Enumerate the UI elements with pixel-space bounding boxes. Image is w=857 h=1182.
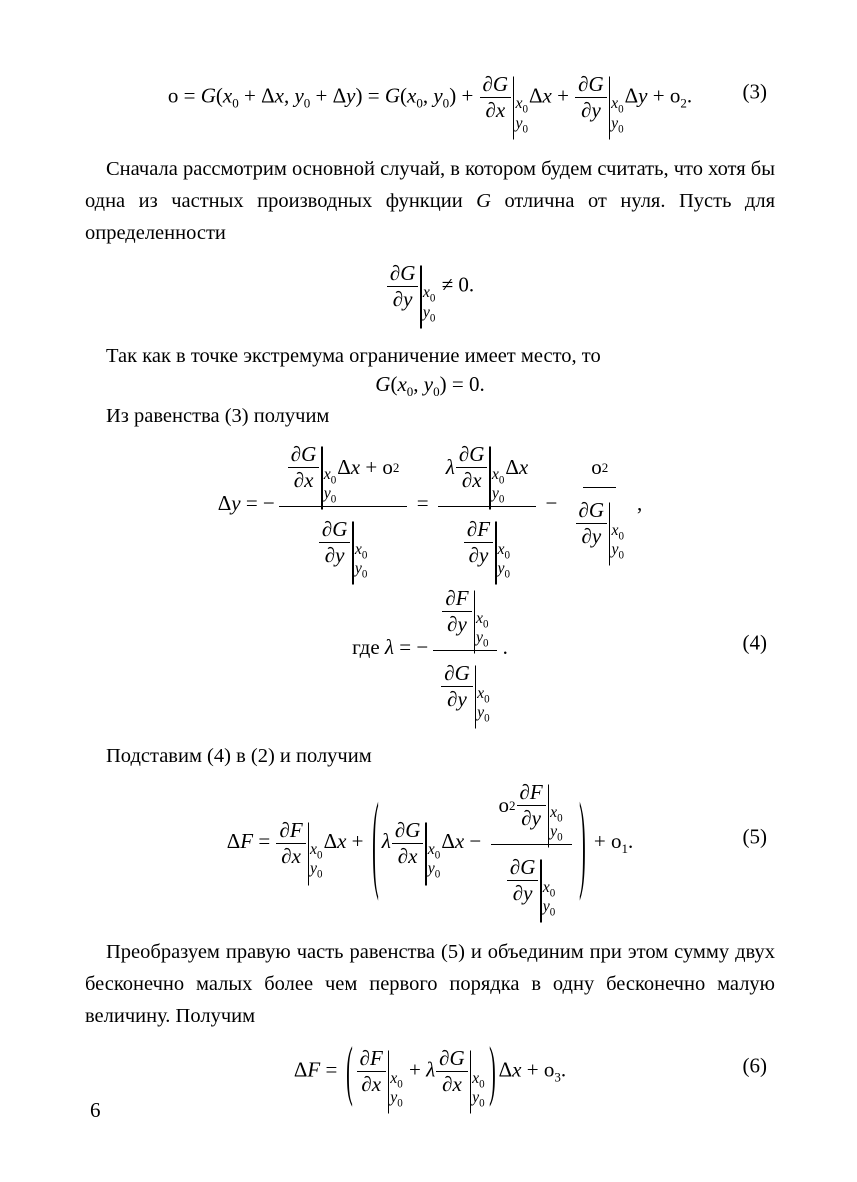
sub-0: 0 xyxy=(484,711,490,724)
numerator: ∂F xyxy=(464,518,493,543)
numerator: ∂G xyxy=(576,499,608,524)
delta: Δ xyxy=(441,829,455,854)
delta: Δ xyxy=(217,491,232,516)
equation-5 xyxy=(85,774,775,918)
numerator xyxy=(438,436,536,507)
eval-y0: $y_0$ xyxy=(491,484,505,505)
sub-0: 0 xyxy=(618,103,624,116)
comma: , xyxy=(636,491,643,516)
evaluated-at-bar xyxy=(420,266,421,329)
var-F: F xyxy=(307,1057,321,1082)
var-x: x xyxy=(350,455,361,480)
paren: ( xyxy=(400,83,407,108)
numerator: ∂G xyxy=(575,73,607,98)
numerator: ∂F xyxy=(442,587,471,612)
equation-6 xyxy=(85,1031,775,1109)
eval-point-subscripts xyxy=(310,842,323,880)
eval-point-subscripts xyxy=(390,1071,403,1109)
var-G: G xyxy=(375,372,391,396)
eval-y0: $y_0$ xyxy=(354,559,368,580)
period: . xyxy=(560,1057,567,1082)
var-x: x xyxy=(454,829,465,854)
partial-G-y-eval xyxy=(507,849,556,918)
little-o: o xyxy=(591,455,602,480)
eval-point-subscripts xyxy=(355,542,368,580)
eval-y0: $y_0$ xyxy=(422,303,436,324)
numerator: ∂G xyxy=(319,518,351,543)
partial-F-y-eval xyxy=(464,511,511,580)
little-o: o xyxy=(669,83,681,108)
sub-0: 0 xyxy=(618,548,624,561)
sub-0: 0 xyxy=(416,95,423,111)
evaluated-at-bar xyxy=(548,785,549,848)
delta: Δ xyxy=(337,455,351,480)
equation-4 xyxy=(85,580,775,724)
page-number: 6 xyxy=(90,1098,101,1122)
eval-y0: $y_0$ xyxy=(390,1088,403,1109)
paragraph-5-text: Преобразуем правую часть равенства (5) и объединим при этом сумму двух бесконечно малых более чем первого порядка в одну бесконечно малую величину. Получим xyxy=(85,941,775,1028)
denominator: ∂y xyxy=(581,524,602,549)
fraction xyxy=(436,1047,468,1096)
eval-y0: $y_0$ xyxy=(611,114,624,135)
partial-F-y-eval xyxy=(517,774,563,843)
paragraph-2-text: Так как в точке экстремума ограничение имеет место, то xyxy=(106,345,601,367)
sub-0: 0 xyxy=(434,849,441,862)
denominator: ∂x xyxy=(461,468,482,493)
big-fraction-2 xyxy=(438,436,536,580)
partial-G-y-eval xyxy=(575,66,624,135)
var-y: y xyxy=(346,83,356,108)
fraction xyxy=(507,856,539,905)
sub-0: 0 xyxy=(557,830,563,843)
evaluated-at-bar xyxy=(475,666,476,729)
fraction xyxy=(442,587,471,636)
fraction xyxy=(480,73,512,122)
little-o: o xyxy=(167,83,179,108)
minus: − xyxy=(464,829,487,854)
sub-1: 1 xyxy=(621,841,628,857)
eval-y0: $y_0$ xyxy=(427,860,441,881)
numerator: ∂G xyxy=(507,856,539,881)
denominator: ∂y xyxy=(581,98,601,122)
eval-point-subscripts xyxy=(428,842,441,880)
eval-x0: $x_0$ xyxy=(550,803,563,824)
delta: Δ xyxy=(323,829,338,854)
var-x: x xyxy=(222,83,233,108)
eval-point-subscripts xyxy=(476,611,489,649)
sub-0: 0 xyxy=(330,492,337,505)
fraction xyxy=(464,518,493,567)
evaluated-at-bar xyxy=(388,1051,389,1114)
sub-0: 0 xyxy=(434,868,441,881)
sub-0: 0 xyxy=(429,311,436,324)
little-o: o xyxy=(382,455,393,480)
evaluated-at-bar xyxy=(609,503,610,566)
little-o: o xyxy=(610,829,622,854)
equation-number-4: (4) xyxy=(742,630,767,655)
eval-x0: $x_0$ xyxy=(542,878,556,899)
var-x: x xyxy=(274,83,284,108)
eval-point-subscripts xyxy=(498,542,511,580)
denominator: ∂y xyxy=(447,612,467,637)
evaluated-at-bar xyxy=(425,822,426,885)
sub-0: 0 xyxy=(433,384,440,400)
right-paren-tall: ) xyxy=(578,778,586,904)
eval-y0: $y_0$ xyxy=(550,822,563,843)
sub-0: 0 xyxy=(557,811,563,824)
equals: = xyxy=(362,83,385,108)
sub-0: 0 xyxy=(232,95,239,111)
sub-0: 0 xyxy=(504,548,511,561)
remainder-fraction xyxy=(491,774,572,918)
denominator xyxy=(310,507,376,580)
paren: ( xyxy=(215,83,223,108)
partial-G-x-eval xyxy=(392,812,441,881)
numerator xyxy=(583,455,616,488)
sub-3: 3 xyxy=(554,1069,561,1085)
numerator: ∂G xyxy=(480,73,512,98)
partial-G-x-eval xyxy=(436,1040,485,1109)
fraction xyxy=(288,443,320,492)
eval-x0: $x_0$ xyxy=(427,841,441,862)
lambda: λ xyxy=(384,635,395,660)
minus: − xyxy=(540,491,563,516)
sub-2: 2 xyxy=(680,95,687,111)
denominator: ∂x xyxy=(442,1072,462,1097)
comma: , xyxy=(413,372,424,396)
partial-F-y-eval xyxy=(442,580,489,649)
denominator: ∂y xyxy=(512,881,533,906)
eval-x0: $x_0$ xyxy=(422,284,436,305)
eval-x0: $x_0$ xyxy=(310,841,323,862)
equation-number-6: (6) xyxy=(742,1053,767,1078)
eval-y0: $y_0$ xyxy=(323,484,337,505)
eval-y0: $y_0$ xyxy=(611,540,624,561)
equation-number-3: (3) xyxy=(742,79,767,103)
plus: + xyxy=(238,83,262,108)
numerator: ∂F xyxy=(276,819,305,844)
equation-constraint xyxy=(85,372,775,398)
evaluated-at-bar xyxy=(308,822,309,885)
var-x: x xyxy=(542,83,552,108)
sub-0: 0 xyxy=(484,692,490,705)
eval-point-subscripts xyxy=(423,285,436,323)
plus: + xyxy=(647,83,670,108)
sub-2: 2 xyxy=(601,460,609,476)
fraction xyxy=(357,1047,386,1096)
eval-point-subscripts xyxy=(472,1071,485,1109)
sub-0: 0 xyxy=(397,1077,403,1090)
paragraph-1-text: отлична от нуля. Пусть для определенности xyxy=(85,190,775,244)
denominator: ∂y xyxy=(447,687,467,712)
plus: + xyxy=(310,83,333,108)
denominator: ∂x xyxy=(485,98,506,122)
comma: , xyxy=(422,83,434,108)
denominator xyxy=(432,651,498,724)
partial-G-y-eval xyxy=(319,511,368,580)
paren: ) xyxy=(449,83,457,108)
eval-y0: $y_0$ xyxy=(475,628,489,649)
lambda: λ xyxy=(426,1057,436,1082)
sub-0: 0 xyxy=(317,868,323,881)
numerator xyxy=(491,774,572,845)
paragraph-4 xyxy=(85,740,775,772)
partial-F-x-eval xyxy=(276,812,323,881)
numerator: ∂G xyxy=(392,819,424,844)
eval-x0: $x_0$ xyxy=(491,465,505,486)
left-paren-tall: ( xyxy=(371,778,379,904)
sub-0: 0 xyxy=(618,529,624,542)
sub-0: 0 xyxy=(549,886,556,899)
delta: Δ xyxy=(624,83,639,108)
numerator: ∂G xyxy=(387,262,419,287)
delta: Δ xyxy=(226,829,241,854)
numerator xyxy=(279,436,408,507)
equation-delta-y xyxy=(85,436,775,580)
eval-point-subscripts xyxy=(324,467,337,505)
not-equal-zero: ≠ 0. xyxy=(436,272,475,297)
fraction xyxy=(387,262,419,311)
plus: + xyxy=(588,829,611,854)
lambda-fraction xyxy=(432,580,498,724)
sub-0: 0 xyxy=(330,473,337,486)
sub-0: 0 xyxy=(479,1077,485,1090)
period: . xyxy=(686,83,693,108)
left-paren: ( xyxy=(345,1031,353,1109)
eval-point-subscripts xyxy=(611,523,624,561)
sub-0: 0 xyxy=(618,122,624,135)
equals: = xyxy=(178,83,201,108)
denominator: ∂x xyxy=(293,468,314,493)
sub-2: 2 xyxy=(392,460,400,476)
numerator: ∂G xyxy=(441,662,473,687)
eval-x0: $x_0$ xyxy=(477,684,490,705)
period: . xyxy=(502,635,508,660)
evaluated-at-bar xyxy=(489,447,490,510)
evaluated-at-bar xyxy=(513,77,514,140)
eval-point-subscripts xyxy=(550,805,563,843)
eval-y0: $y_0$ xyxy=(497,559,511,580)
delta: Δ xyxy=(332,83,347,108)
fraction xyxy=(319,518,351,567)
plus: + xyxy=(521,1057,544,1082)
plus: + xyxy=(551,83,575,108)
sub-0: 0 xyxy=(482,617,489,630)
sub-0: 0 xyxy=(498,473,505,486)
var-G: G xyxy=(384,83,400,108)
fraction xyxy=(392,819,424,868)
partial-G-y-eval xyxy=(387,255,436,324)
partial-G-x-eval xyxy=(480,66,528,135)
right-paren: ) xyxy=(488,1031,496,1109)
partial-F-x-eval xyxy=(357,1040,403,1109)
partial-G-x-eval xyxy=(288,436,337,505)
plus: + xyxy=(456,83,479,108)
plus: + xyxy=(346,829,369,854)
paren: ) xyxy=(355,83,363,108)
eval-point-subscripts xyxy=(543,880,556,918)
equation-number-5: (5) xyxy=(742,824,767,849)
numerator: ∂F xyxy=(357,1047,386,1072)
paragraph-2 xyxy=(85,340,775,372)
denominator: ∂x xyxy=(281,843,301,868)
var-x: x xyxy=(397,372,407,396)
numerator: ∂G xyxy=(436,1047,468,1072)
denominator: ∂y xyxy=(468,543,489,568)
numerator: ∂G xyxy=(288,443,320,468)
little-o: o xyxy=(543,1057,555,1082)
evaluated-at-bar xyxy=(321,447,322,510)
evaluated-at-bar xyxy=(495,522,496,585)
var-y: y xyxy=(294,83,304,108)
var-G: G xyxy=(200,83,216,108)
paragraph-3-text: Из равенства (3) получим xyxy=(106,405,330,428)
eval-point-subscripts xyxy=(611,96,624,134)
var-F: F xyxy=(240,829,254,854)
evaluated-at-bar xyxy=(609,77,610,140)
eval-point-subscripts xyxy=(492,467,505,505)
delta: Δ xyxy=(528,83,543,108)
eval-x0: $x_0$ xyxy=(515,95,528,116)
plus: + xyxy=(403,1057,427,1082)
fraction xyxy=(575,73,607,122)
comma: , xyxy=(283,83,295,108)
eval-y0: $y_0$ xyxy=(515,114,528,135)
eval-y0: $y_0$ xyxy=(472,1088,485,1109)
delta: Δ xyxy=(261,83,275,108)
denominator xyxy=(567,488,633,561)
var-x: x xyxy=(518,455,529,480)
sub-0: 0 xyxy=(479,1096,485,1109)
numerator: ∂F xyxy=(517,781,546,806)
var-y: y xyxy=(231,491,241,516)
partial-G-y-eval xyxy=(576,492,624,561)
paragraph-5 xyxy=(85,936,775,1032)
fraction xyxy=(517,781,546,830)
eval-y0: $y_0$ xyxy=(542,897,556,918)
sub-0: 0 xyxy=(522,122,528,135)
equation-3 xyxy=(85,66,775,135)
fraction xyxy=(576,499,608,548)
evaluated-at-bar xyxy=(470,1051,471,1114)
eval-y0: $y_0$ xyxy=(310,860,323,881)
sub-0: 0 xyxy=(429,292,436,305)
eval-point-subscripts xyxy=(515,96,528,134)
denominator xyxy=(498,845,564,918)
sub-0: 0 xyxy=(397,1096,403,1109)
fraction xyxy=(456,443,488,492)
sub-0: 0 xyxy=(317,849,323,862)
sub-0: 0 xyxy=(504,567,511,580)
var-x: x xyxy=(337,829,347,854)
sub-0: 0 xyxy=(442,95,450,111)
equals: = xyxy=(253,829,276,854)
var-x: x xyxy=(407,83,417,108)
var-y: y xyxy=(638,83,648,108)
numerator: ∂G xyxy=(456,443,488,468)
sub-0: 0 xyxy=(361,567,368,580)
period: . xyxy=(628,829,634,854)
eval-x0: $x_0$ xyxy=(611,95,624,116)
where-label: где xyxy=(352,635,385,660)
denominator: ∂x xyxy=(397,843,418,868)
numerator xyxy=(433,580,497,651)
eval-x0: $x_0$ xyxy=(390,1069,403,1090)
delta: Δ xyxy=(505,455,519,480)
fraction xyxy=(441,662,473,711)
sub-0: 0 xyxy=(522,103,528,116)
denominator: ∂y xyxy=(392,287,413,311)
var-G: G xyxy=(476,190,491,212)
denominator xyxy=(455,507,519,580)
sub-0: 0 xyxy=(549,905,556,918)
sub-0: 0 xyxy=(406,384,414,400)
delta: Δ xyxy=(293,1057,308,1082)
plus: + xyxy=(360,455,383,480)
sub-2: 2 xyxy=(509,798,516,814)
lambda: λ xyxy=(445,455,455,480)
evaluated-at-bar xyxy=(474,591,475,654)
eval-x0: $x_0$ xyxy=(611,521,624,542)
denominator: ∂x xyxy=(361,1072,382,1097)
paragraph-1 xyxy=(85,153,775,249)
partial-G-x-eval xyxy=(456,436,505,505)
evaluated-at-bar xyxy=(352,522,353,585)
var-x: x xyxy=(512,1057,522,1082)
big-fraction-3 xyxy=(567,455,633,561)
equals-minus: = − xyxy=(394,635,429,660)
sub-0: 0 xyxy=(482,636,489,649)
equals-minus: = − xyxy=(240,491,275,516)
eval-x0: $x_0$ xyxy=(475,609,489,630)
sub-0: 0 xyxy=(498,492,505,505)
sub-0: 0 xyxy=(303,95,311,111)
eval-point-subscripts xyxy=(477,686,490,724)
denominator: ∂y xyxy=(324,543,345,568)
paren: ) xyxy=(439,372,447,396)
equals-zero: = 0. xyxy=(446,372,485,396)
var-y: y xyxy=(423,372,434,396)
eval-x0: $x_0$ xyxy=(472,1069,485,1090)
denominator: ∂y xyxy=(521,806,541,831)
sub-0: 0 xyxy=(361,548,368,561)
eval-y0: $y_0$ xyxy=(477,703,490,724)
lambda: λ xyxy=(381,829,391,854)
paragraph-1-text: Сначала рассмотрим основной случай, в котором будем считать, что хотя бы одна из частных производных функции xyxy=(85,158,775,212)
eval-x0: $x_0$ xyxy=(323,465,337,486)
var-y: y xyxy=(433,83,443,108)
fraction xyxy=(276,819,305,868)
eval-x0: $x_0$ xyxy=(497,540,511,561)
paragraph-4-text: Подставим (4) в (2) и получим xyxy=(106,745,372,768)
little-o: o xyxy=(498,793,509,818)
paragraph-3 xyxy=(85,400,775,432)
big-fraction-1 xyxy=(279,436,408,580)
evaluated-at-bar xyxy=(540,860,541,923)
equals: = xyxy=(411,491,434,516)
equals: = xyxy=(320,1057,343,1082)
equation-nonzero-condition xyxy=(85,255,775,324)
eval-x0: $x_0$ xyxy=(354,540,368,561)
partial-G-y-eval xyxy=(441,655,490,724)
paren: ( xyxy=(390,372,398,396)
delta: Δ xyxy=(498,1057,513,1082)
